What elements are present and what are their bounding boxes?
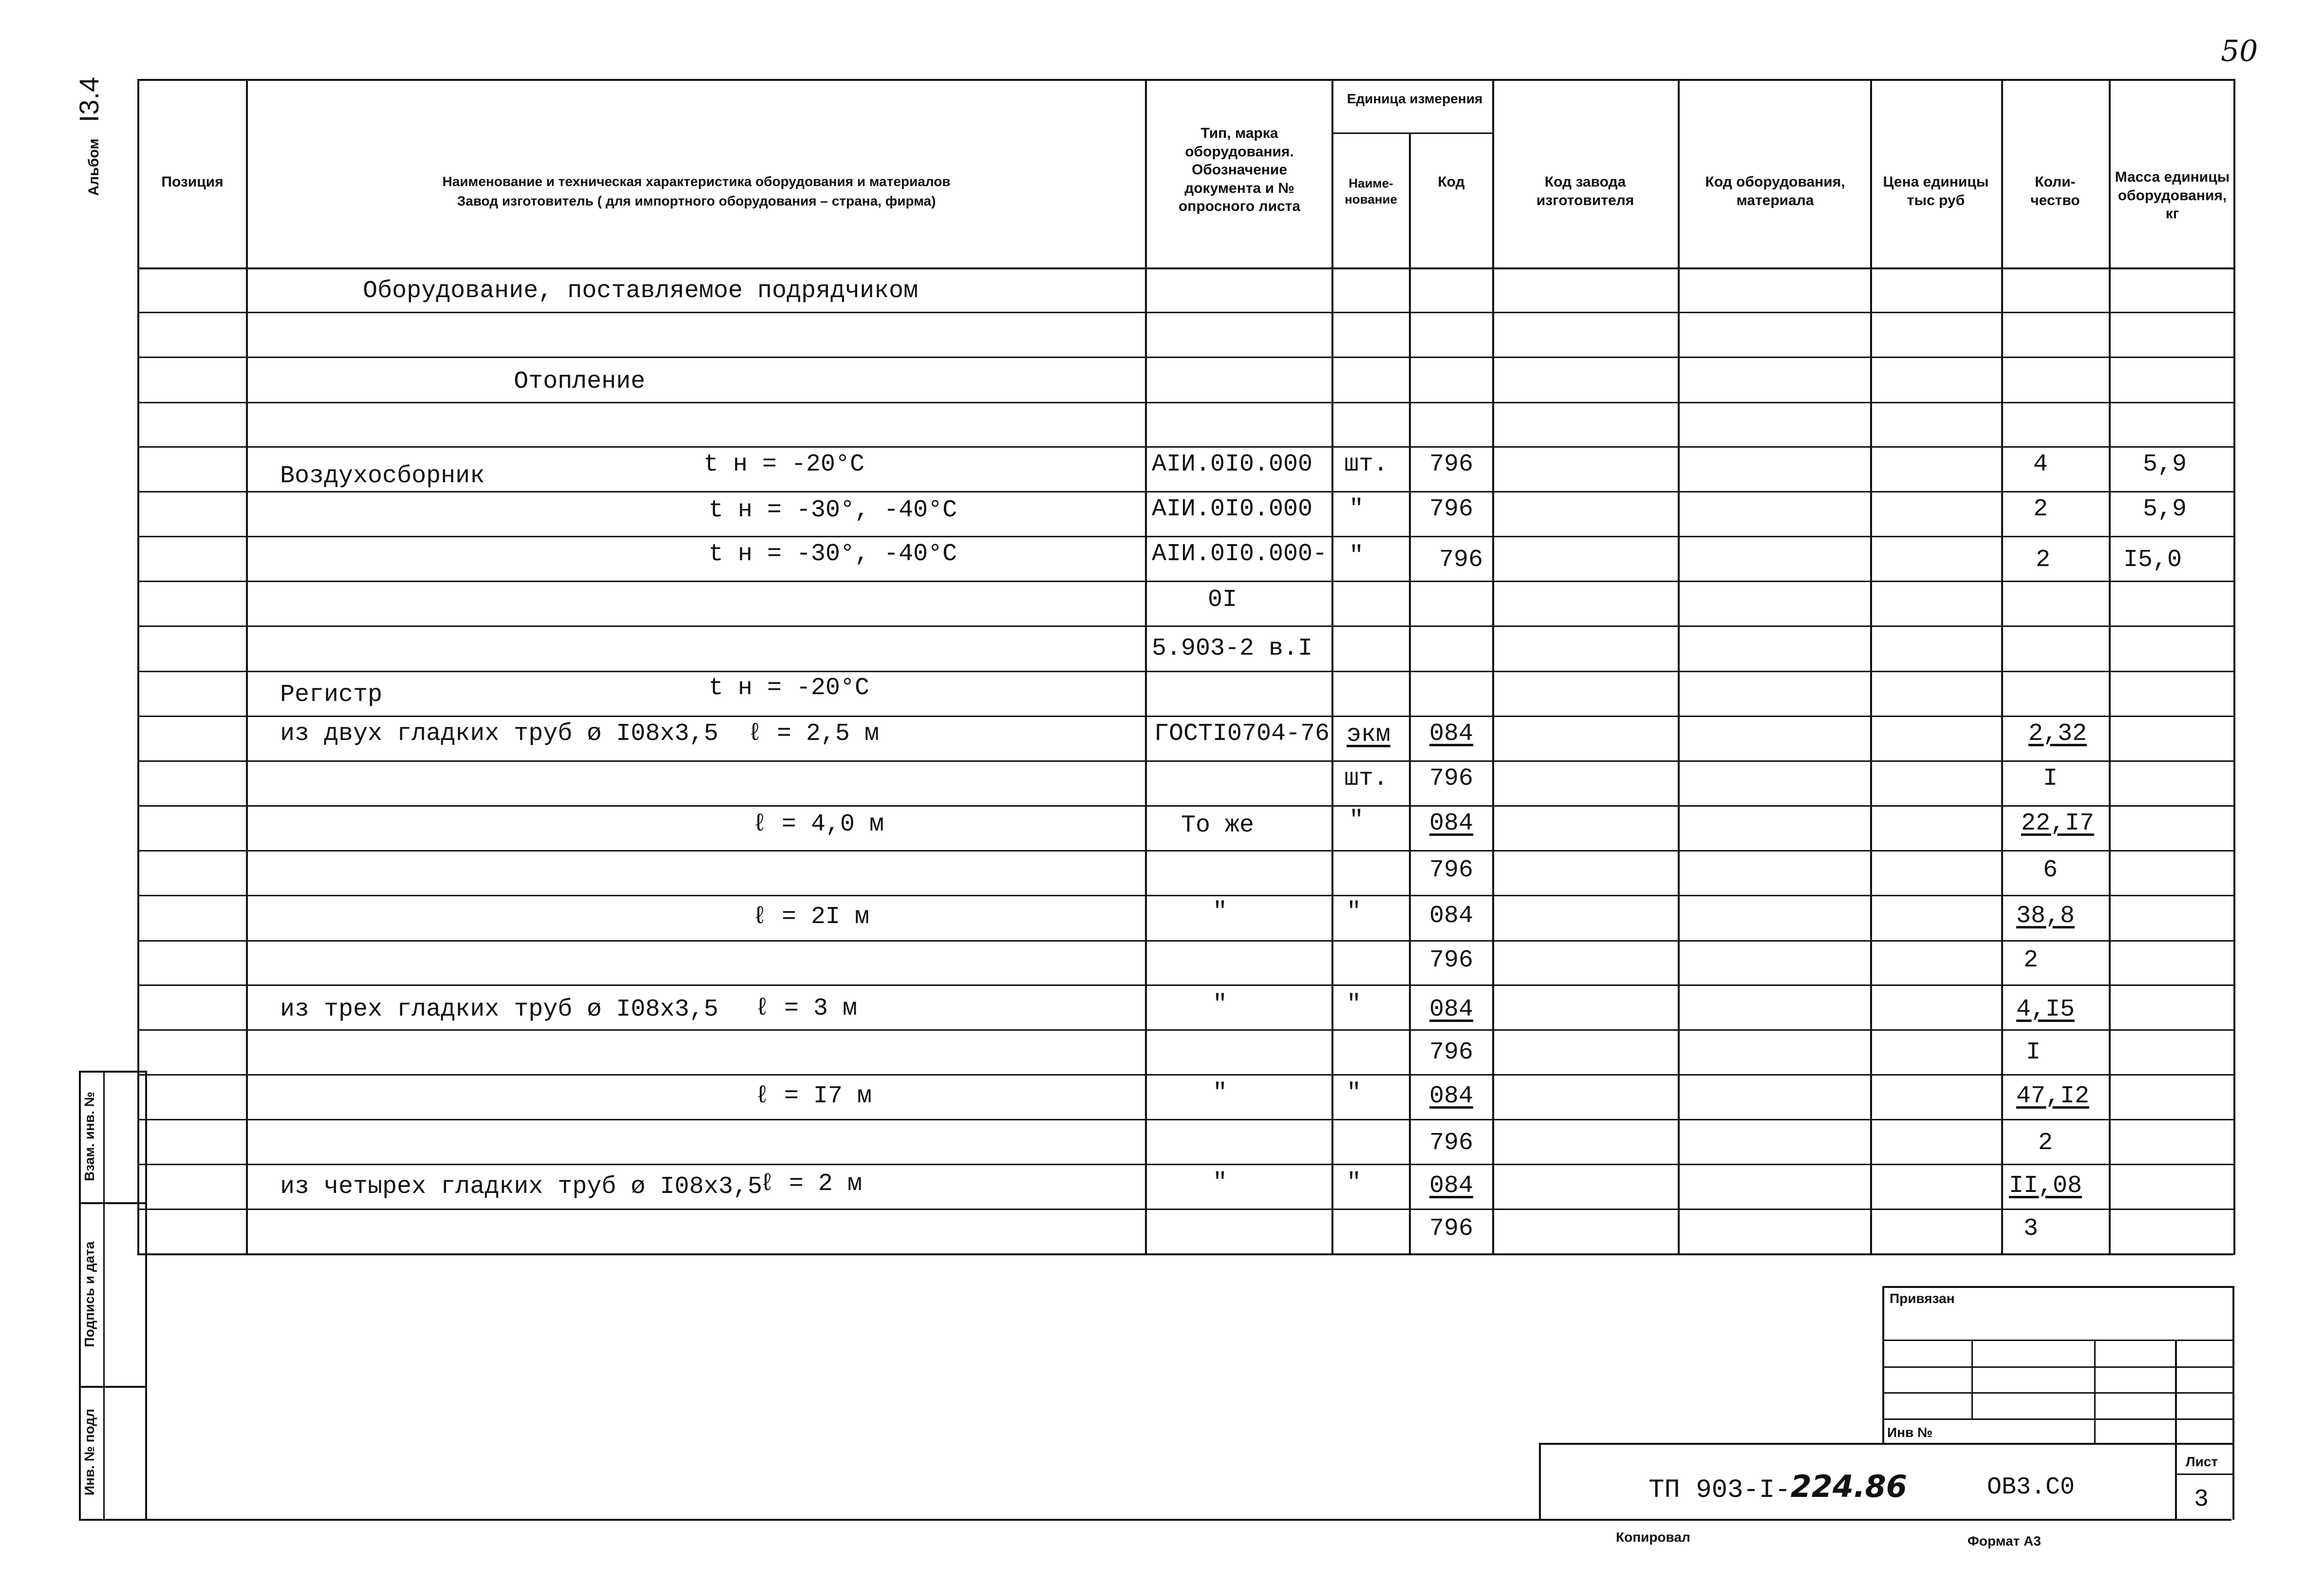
tb-line	[1882, 1418, 2233, 1420]
row-qty: 2	[2033, 495, 2048, 523]
table-row	[0, 807, 2324, 852]
row-code: 796	[1439, 546, 1483, 574]
row-code: 796	[1429, 1129, 1474, 1157]
album-number: I3.4	[74, 76, 104, 123]
page-bottom-border	[79, 1519, 2231, 1521]
header-type: Тип, марка оборудования. Обозначение документа и № опросного листа	[1178, 125, 1301, 214]
row-qty: 47,I2	[2016, 1082, 2090, 1110]
row-name: Воздухосборник	[280, 462, 485, 490]
header-factory-code: Код завода изготовителя	[1536, 174, 1634, 208]
side-label-replaced-inv: Взам. инв. №	[82, 1092, 97, 1181]
row-unit: "	[1349, 495, 1364, 523]
row-type: ГОСТI0704-76	[1154, 720, 1330, 748]
table-row	[0, 492, 2324, 538]
row-param: ℓ = 4,0 м	[752, 811, 884, 838]
side-line-1	[79, 1202, 146, 1204]
row-code: 796	[1429, 451, 1474, 478]
side-line-top	[79, 1071, 146, 1073]
table-row	[0, 582, 2324, 627]
tb-vline-right	[2232, 1286, 2234, 1520]
tb-sheet-number: 3	[2194, 1486, 2209, 1513]
table-row	[0, 717, 2324, 762]
row-type: 0I	[1208, 586, 1237, 614]
table-row	[0, 986, 2324, 1031]
header-unit-name: Наиме-нование	[1345, 176, 1397, 207]
row-mass: I5,0	[2123, 546, 2182, 574]
tb-doc-suffix: 224.86	[1790, 1469, 1907, 1504]
header-name-line2: Завод изготовитель ( для импортного оборудования – страна, фирма)	[457, 193, 936, 208]
side-line-right	[145, 1071, 147, 1521]
row-unit: "	[1347, 898, 1362, 926]
footer-copied: Копировал	[1616, 1530, 1690, 1545]
table-row	[0, 942, 2324, 987]
header-equipment-code: Код оборудования, материала	[1705, 174, 1845, 208]
table-row	[0, 896, 2324, 942]
tb-line	[1882, 1366, 2233, 1368]
row-type: 5.903-2 в.I	[1152, 635, 1313, 662]
row-code: 796	[1429, 856, 1474, 884]
row-type: "	[1213, 991, 1228, 1019]
row-qty: I	[2043, 765, 2058, 793]
row-code: 084	[1429, 720, 1474, 748]
tb-doc-number	[1649, 1469, 1907, 1505]
row-name: из двух гладких труб ø I08x3,5	[280, 720, 719, 748]
table-row	[0, 267, 2324, 313]
tb-vline	[1539, 1443, 1541, 1519]
row-qty: 2,32	[2028, 720, 2087, 748]
table-row	[0, 448, 2324, 493]
row-code: 084	[1429, 996, 1474, 1023]
row-mass: 5,9	[2143, 495, 2187, 523]
row-code: 796	[1429, 946, 1474, 974]
tb-attached-label: Привязан	[1890, 1291, 1955, 1306]
table-row	[0, 1076, 2324, 1121]
row-code: 084	[1429, 1172, 1474, 1200]
unit-group-divider	[1333, 132, 1494, 134]
row-type: АIИ.0I0.000	[1152, 451, 1313, 478]
table-row	[0, 358, 2324, 403]
table-row	[0, 537, 2324, 583]
tb-line	[1882, 1392, 2233, 1394]
side-label-inv-sub: Инв. № подл	[82, 1409, 97, 1496]
header-unit-code: Код	[1438, 174, 1465, 190]
row-param: t н = -30°, -40°C	[709, 540, 957, 568]
tb-doc-code: ОВ3.С0	[1987, 1474, 2075, 1501]
album-label-text: Альбом	[86, 138, 102, 196]
row-param: ℓ = 2,5 м	[748, 720, 880, 748]
header-position: Позиция	[161, 174, 224, 190]
tb-sheet-line	[2176, 1474, 2233, 1475]
header-price: Цена единицы тыс руб	[1883, 174, 1989, 208]
side-label-signature-date: Подпись и дата	[82, 1241, 97, 1347]
row-unit: "	[1349, 807, 1364, 834]
row-param: ℓ = 2I м	[752, 903, 870, 931]
row-code: 796	[1429, 1215, 1474, 1243]
page-number: 50	[2221, 34, 2258, 68]
row-qty: 38,8	[2016, 902, 2075, 930]
row-code: 796	[1429, 765, 1474, 793]
row-unit: экм	[1347, 721, 1391, 749]
footer-format: Формат А3	[1968, 1533, 2041, 1549]
row-qty: 2	[2036, 546, 2051, 574]
row-unit: шт.	[1344, 451, 1388, 478]
tb-vline	[1882, 1286, 1884, 1443]
header-mass: Масса единицы оборудования, кг	[2115, 169, 2230, 222]
table-row	[0, 1031, 2324, 1076]
row-qty: 22,I7	[2021, 810, 2095, 837]
row-name: Регистр	[280, 681, 383, 709]
table-row	[0, 672, 2324, 718]
tb-sheet-label: Лист	[2186, 1454, 2218, 1469]
row-param: t н = -20°C	[704, 451, 865, 478]
row-param: ℓ = 2 м	[760, 1170, 862, 1198]
row-name: из четырех гладких труб ø I08x3,5	[280, 1173, 763, 1201]
row-type: "	[1213, 1079, 1228, 1107]
tb-line-top	[1882, 1286, 2233, 1288]
row-param: t н = -30°, -40°C	[709, 496, 957, 524]
tb-vline	[1971, 1340, 1973, 1418]
table-row	[0, 1120, 2324, 1166]
row-code: 796	[1429, 1039, 1474, 1066]
side-line-mid	[103, 1071, 105, 1521]
row-name: Оборудование, поставляемое подрядчиком	[363, 277, 918, 305]
row-qty: I	[2026, 1039, 2041, 1066]
row-qty: 3	[2024, 1215, 2039, 1243]
tb-doc-prefix: ТП 903-I-	[1649, 1475, 1791, 1505]
row-code: 084	[1429, 1082, 1474, 1110]
row-type: То же	[1181, 812, 1255, 839]
row-mass: 5,9	[2143, 451, 2187, 478]
row-unit: "	[1347, 1079, 1362, 1107]
row-name: Отопление	[514, 368, 646, 396]
tb-vline	[2175, 1340, 2177, 1519]
row-unit: шт.	[1344, 765, 1388, 793]
row-name: из трех гладких труб ø I08x3,5	[280, 996, 719, 1023]
header-quantity: Коли-чество	[2030, 174, 2080, 208]
row-code: 084	[1429, 902, 1474, 930]
row-unit: "	[1347, 1169, 1362, 1197]
tb-inv-no-label: Инв №	[1887, 1425, 1933, 1440]
row-param: ℓ = 3 м	[755, 995, 858, 1022]
row-type: "	[1213, 1169, 1228, 1197]
row-param: ℓ = I7 м	[755, 1082, 872, 1110]
tb-vline	[2094, 1340, 2096, 1443]
row-code: 084	[1429, 810, 1474, 837]
row-type: "	[1213, 898, 1228, 926]
row-qty: II,08	[2009, 1172, 2082, 1200]
row-unit: "	[1349, 542, 1364, 570]
row-qty: 4	[2033, 451, 2048, 478]
row-qty: 2	[2024, 946, 2039, 974]
row-code: 796	[1429, 495, 1474, 523]
table-row	[0, 1165, 2324, 1210]
row-type: АIИ.0I0.000	[1152, 495, 1313, 523]
tb-main-top	[1539, 1443, 2233, 1445]
table-row	[0, 762, 2324, 807]
row-unit: "	[1347, 991, 1362, 1019]
row-param: t н = -20°C	[709, 674, 870, 702]
header-unit-group: Единица измерения	[1347, 91, 1483, 106]
row-qty: 6	[2043, 856, 2058, 884]
row-qty: 2	[2038, 1129, 2053, 1157]
row-type: АIИ.0I0.000-	[1152, 540, 1328, 568]
header-name-line1: Наименование и техническая характеристика оборудования и материалов	[442, 174, 951, 189]
table-row	[0, 851, 2324, 897]
tb-line	[1882, 1340, 2233, 1341]
table-row	[0, 1210, 2324, 1255]
row-qty: 4,I5	[2016, 996, 2075, 1023]
side-line-left	[79, 1071, 81, 1521]
table-top-border	[137, 79, 2233, 81]
table-row	[0, 627, 2324, 672]
